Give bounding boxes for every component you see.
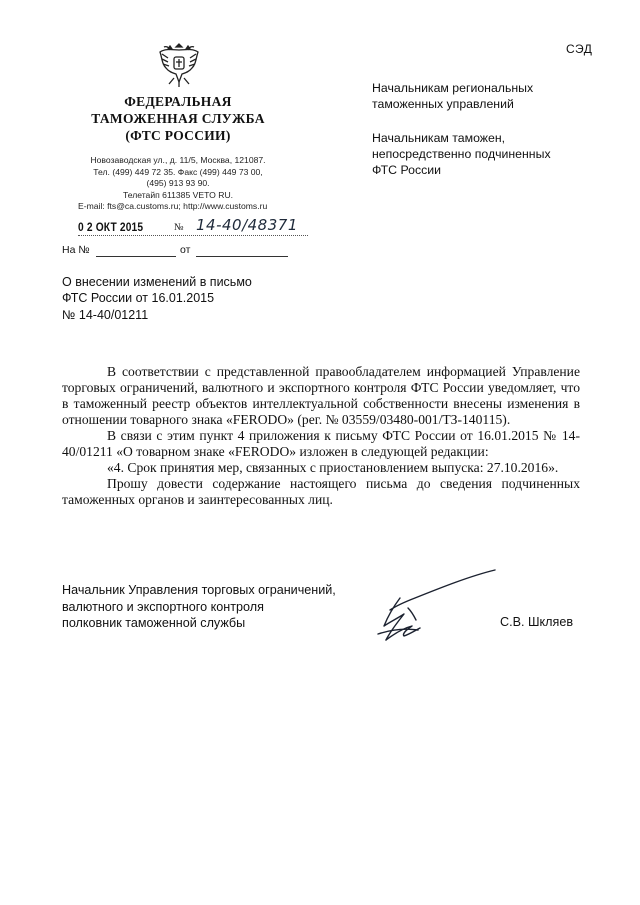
subject-line: О внесении изменений в письмо [62, 275, 252, 289]
registration-number: 14-40/48371 [196, 216, 298, 234]
org-line: (ФТС РОССИИ) [125, 128, 231, 143]
org-line: ТАМОЖЕННАЯ СЛУЖБА [91, 111, 265, 126]
reference-date-blank [196, 256, 288, 257]
address-line: (495) 913 93 90. [146, 178, 210, 188]
coat-of-arms-emblem [156, 38, 202, 90]
body-paragraph: «4. Срок принятия мер, связанных с приостановлением выпуска: 27.10.2016». [107, 460, 559, 475]
signatory-title-line: полковник таможенной службы [62, 616, 246, 630]
recipients [372, 80, 602, 196]
recipient-group [372, 130, 602, 178]
registration-line [78, 216, 308, 240]
registration-underline [78, 235, 308, 236]
signatory-title-line: Начальник Управления торговых ограничений, [62, 583, 336, 597]
body-paragraph: В соответствии с представленной правообладателем информацией Управление торговых ограничений, валютного и экспортного контроля ФТС России уведомляет, что в таможенный реестр объектов интеллектуальной собственности внесены изменения в отношении товарного знака «FERODO» (рег. № 03559/03480-001/ТЗ-140115). [62, 364, 580, 427]
address-line: E-mail: fts@ca.customs.ru; http://www.customs.ru [78, 201, 268, 211]
reference-date-label: от [180, 244, 191, 256]
registration-date: 0 2 ОКТ 2015 [78, 220, 144, 234]
reference-number-blank [96, 256, 176, 257]
signatory-name: С.В. Шкляев [500, 615, 574, 629]
reference-number-label: На № [62, 244, 90, 256]
reference-line [62, 244, 310, 260]
org-line: ФЕДЕРАЛЬНАЯ [124, 94, 232, 109]
body-paragraph: Прошу довести содержание настоящего письма до сведения подчиненных таможенных органов и заинтересованных лиц. [62, 476, 580, 507]
number-label: № [174, 222, 184, 233]
signatory-title [62, 582, 382, 632]
sed-stamp: СЭД [566, 42, 593, 56]
subject-line: № 14-40/01211 [62, 307, 149, 322]
signatory-title-line: валютного и экспортного контроля [62, 599, 264, 614]
recipient-line: непосредственно подчиненных [372, 147, 551, 161]
subject-line: ФТС России от 16.01.2015 [62, 291, 215, 306]
address-line: Тел. (499) 449 72 35. Факс (499) 449 73 00, [93, 166, 263, 177]
letter-subject [62, 274, 322, 323]
organization-address [60, 155, 296, 213]
recipient-line: ФТС России [372, 163, 442, 177]
recipient-line: Начальникам региональных [372, 81, 534, 95]
recipient-group [372, 80, 602, 112]
handwritten-signature [360, 568, 500, 648]
letter-body [62, 364, 580, 508]
recipient-line: Начальникам таможен, [372, 131, 506, 145]
body-paragraph: В связи с этим пункт 4 приложения к письму ФТС России от 16.01.2015 № 14-40/01211 «О товарном знаке «FERODO» изложен в следующей редакции: [62, 428, 580, 459]
address-line: Телетайп 611385 VETO RU. [122, 189, 234, 200]
organization-name [60, 93, 296, 144]
address-line: Новозаводская ул., д. 11/5, Москва, 121087. [90, 155, 266, 165]
recipient-line: таможенных управлений [372, 97, 514, 111]
